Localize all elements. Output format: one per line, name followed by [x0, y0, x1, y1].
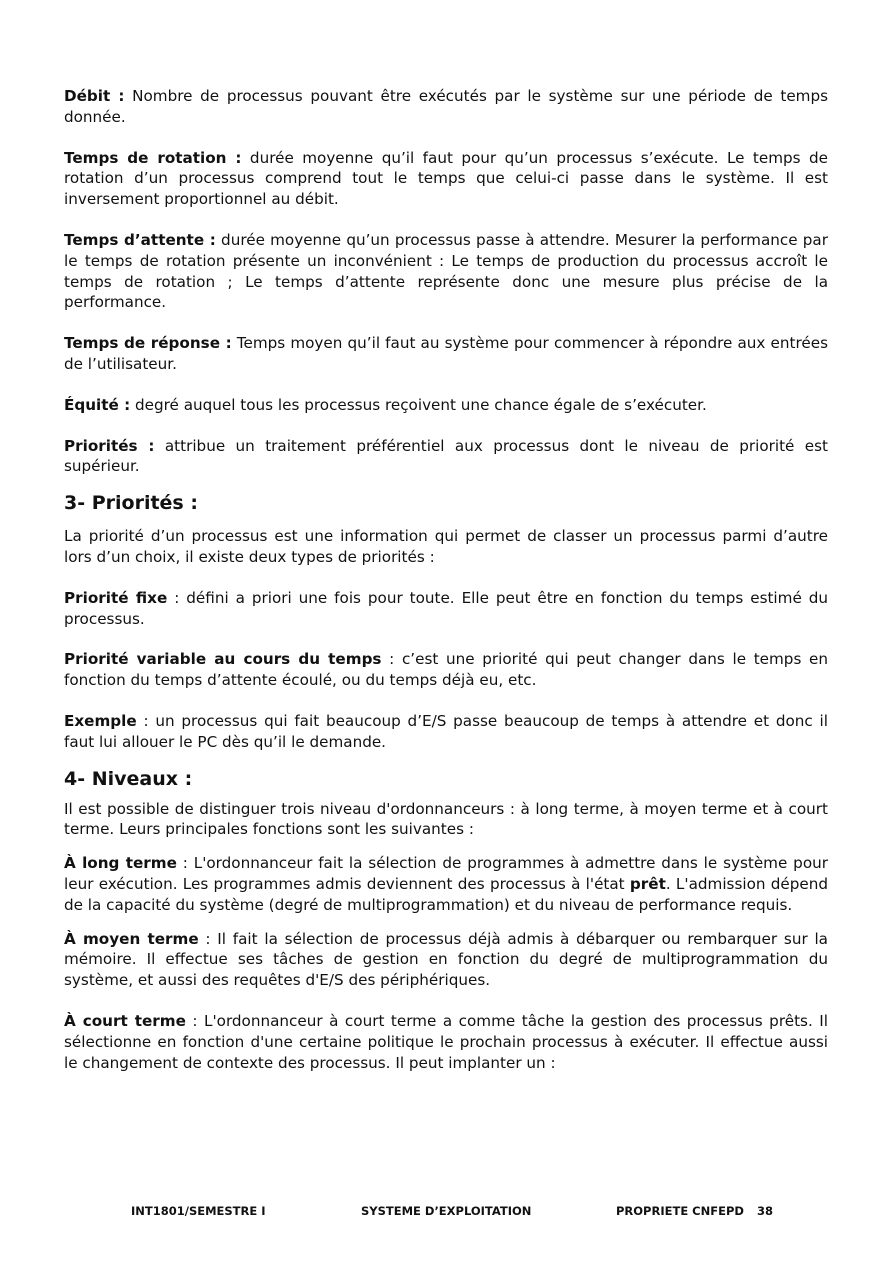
term: Temps d’attente :	[64, 230, 216, 249]
definition-text: Temps moyen qu’il faut au système pour commencer à répondre aux entrées de l’utilisateur.	[64, 334, 828, 373]
definition-text: Nombre de processus pouvant être exécutés par le système sur une période de temps donnée.	[64, 87, 829, 126]
state-pret: prêt	[629, 874, 666, 893]
level-text: . L'admission dépend de la capacité du système (degré de multiprogrammation) et du niveau de performance requis.	[64, 874, 828, 914]
level-medium-term	[64, 929, 828, 991]
level-text: : Il fait la sélection de processus déjà admis à débarquer ou rembarquer sur la mémoire. Il effectue ses tâches de gestion en fonction du degré de multiprogrammation du système, et aussi des requêtes d'E/S des périphériques.	[64, 929, 828, 990]
item-text: : défini a priori une fois pour toute. Elle peut être en fonction du temps estimé du processus.	[64, 588, 828, 628]
item-text: : un processus qui fait beaucoup d’E/S passe beaucoup de temps à attendre et donc il faut lui allouer le PC dès qu’il le demande.	[64, 711, 828, 751]
level-text: : L'ordonnanceur fait la sélection de programmes à admettre dans le système pour leur exécution. Les programmes admis deviennent des processus à l'état	[64, 854, 828, 893]
priority-fixe	[64, 588, 828, 630]
item-text: : c’est une priorité qui peut changer dans le temps en fonction du temps d’attente écoulé, ou du temps déjà eu, etc.	[64, 650, 829, 690]
section-heading-niveaux: 4- Niveaux :	[64, 767, 193, 790]
level-text: : L'ordonnanceur à court terme a comme tâche la gestion des processus prêts. Il sélectionne en fonction d'une certaine politique le prochain processus à exécuter. Il effectue aussi le changement de contexte des processus. Il peut implanter un :	[64, 1011, 828, 1072]
definition-temps-reponse	[64, 333, 828, 375]
page-number: 38	[757, 1204, 774, 1218]
section-intro: La priorité d’un processus est une information qui permet de classer un processus parmi d’autre lors d’un choix, il existe deux types de priorités :	[64, 527, 828, 566]
definition-text: degré auquel tous les processus reçoivent une chance égale de s’exécuter.	[130, 395, 707, 414]
footer-owner: PROPRIETE CNFEPD	[616, 1204, 744, 1218]
section-intro: Il est possible de distinguer trois niveau d'ordonnanceurs : à long terme, à moyen terme et à court terme. Leurs principales fonctions sont les suivantes :	[64, 799, 828, 839]
priority-variable	[64, 649, 828, 691]
footer-subject: SYSTEME D’EXPLOITATION	[361, 1204, 532, 1218]
level-short-term	[64, 1011, 828, 1073]
term: Priorité variable au cours du temps	[64, 650, 382, 669]
definition-text: durée moyenne qu’il faut pour qu’un processus s’exécute. Le temps de rotation d’un processus comprend tout le temps que celui-ci passe dans le système. Il est inversement proportionnel au débit.	[64, 148, 828, 209]
term: Débit :	[64, 87, 125, 105]
term: Exemple	[64, 711, 137, 730]
definition-text: durée moyenne qu’un processus passe à attendre. Mesurer la performance par le temps de rotation présente un inconvénient : Le temps de production du processus accroît le temps de rotation ; Le temps d’attente représente donc une mesure plus précise de la performance.	[64, 230, 828, 312]
definition-text: attribue un traitement préférentiel aux processus dont le niveau de priorité est supérieur.	[64, 436, 828, 476]
definition-priorites	[64, 436, 828, 478]
term: À court terme	[64, 1011, 186, 1030]
footer-course: INT1801/SEMESTRE I	[131, 1204, 266, 1218]
section-heading-priorites: 3- Priorités :	[64, 492, 198, 515]
term: À moyen terme	[64, 929, 199, 948]
definition-debit	[64, 86, 828, 128]
example	[64, 711, 828, 753]
definition-temps-rotation	[64, 148, 828, 210]
term: Équité :	[64, 395, 131, 414]
definition-temps-attente	[64, 230, 828, 313]
level-long-term	[64, 853, 828, 915]
term: Priorité fixe	[64, 588, 168, 607]
term: Temps de rotation :	[64, 148, 242, 167]
term: Priorités :	[64, 436, 155, 455]
document-page	[64, 86, 828, 1073]
term: À long terme	[64, 854, 177, 873]
definition-equite	[64, 395, 828, 416]
term: Temps de réponse :	[64, 334, 232, 353]
